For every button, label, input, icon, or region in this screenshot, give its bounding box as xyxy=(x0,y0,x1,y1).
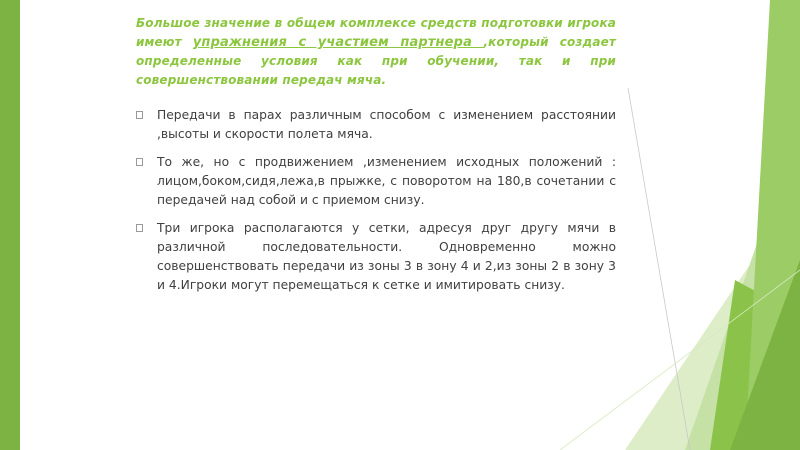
square-bullet-icon xyxy=(136,111,143,119)
exercise-list xyxy=(136,106,616,295)
square-bullet-icon xyxy=(136,224,143,232)
left-green-strip xyxy=(0,0,20,450)
intro-lead: Большое значение в общем комплексе средств подготовки игрока имеют xyxy=(136,16,616,49)
list-item-text: Три игрока располагаются у сетки, адресуя друг другу мячи в различной последовательности. Одновременно можно совершенствовать передачи из зоны 3 в зону 4 и 2,из зоны 2 в зону 3 и 4.Игроки могут перемещаться к сетке и имитировать снизу. xyxy=(157,221,616,292)
list-item xyxy=(136,219,616,295)
slide-content xyxy=(136,6,616,304)
square-bullet-icon xyxy=(136,158,143,166)
intro-paragraph xyxy=(136,14,616,90)
deco-diagonal-line xyxy=(628,88,690,450)
list-item-text: То же, но с продвижением ,изменением исходных положений : лицом,боком,сидя,лежа,в прыжке, с поворотом на 180,в сочетании с передачей над собой и с приемом снизу. xyxy=(157,155,616,207)
intro-highlight: упражнения с участием партнера xyxy=(192,35,484,50)
list-item xyxy=(136,106,616,144)
list-item-text: Передачи в парах различным способом с изменением расстоянии ,высоты и скорости полета мяча. xyxy=(157,108,616,141)
list-item xyxy=(136,153,616,210)
intro-tail: ,который создает определенные условия как при обучении, так и при совершенствовании передач мяча. xyxy=(136,35,616,87)
